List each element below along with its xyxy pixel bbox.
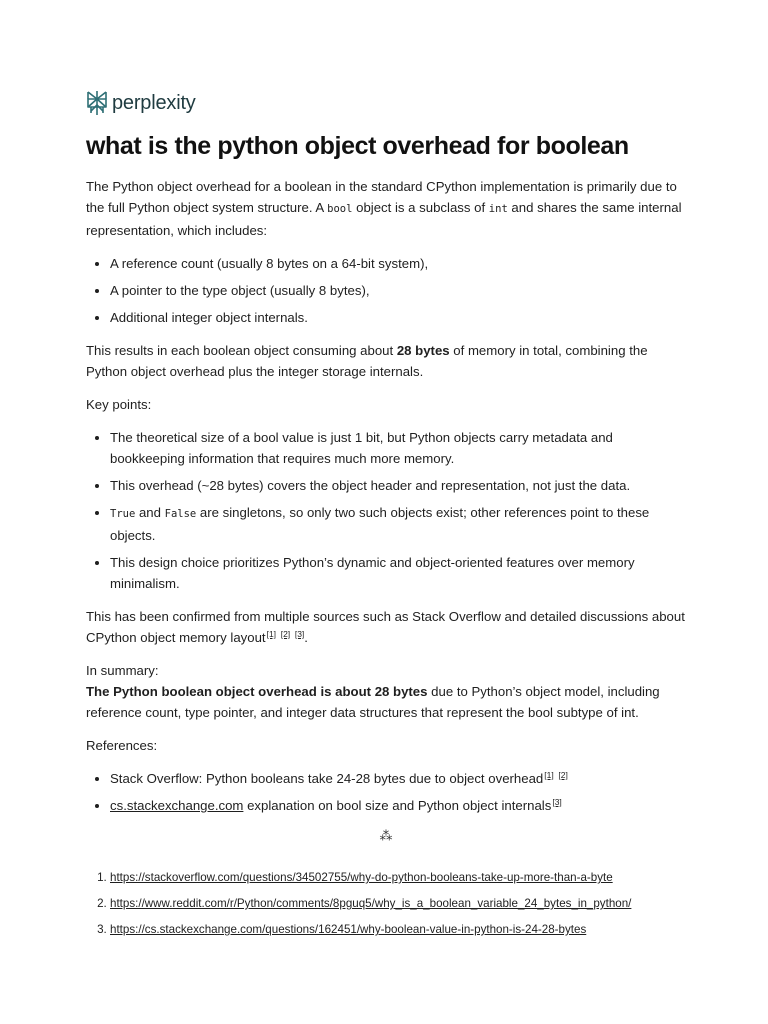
result-text-2: of memory in total, combining the Python object overhead plus the integer storage internals. xyxy=(86,343,648,379)
citation-link-1[interactable]: [1] xyxy=(266,629,277,639)
result-bold: 28 bytes xyxy=(396,343,450,358)
references-list xyxy=(86,768,686,816)
brand-name: perplexity xyxy=(112,91,196,114)
code-true: True xyxy=(110,508,136,520)
brand-header xyxy=(86,86,686,120)
list-item-text: and xyxy=(135,505,165,520)
references-label: References: xyxy=(86,738,158,753)
summary-label: In summary: xyxy=(86,663,159,678)
code-bool: bool xyxy=(327,203,353,215)
summary-paragraph xyxy=(86,681,686,723)
confirmed-paragraph xyxy=(86,606,686,648)
list-item: • The theoretical size of a bool value is just 1 bit, but Python objects carry metadata and bookkeeping information that requires much more memory. xyxy=(110,427,686,469)
citation-link-3[interactable]: [3] xyxy=(294,629,305,639)
list-item xyxy=(110,795,686,816)
citation-link-3[interactable]: [3] xyxy=(552,797,562,807)
source-item xyxy=(110,920,686,939)
result-paragraph xyxy=(86,340,686,382)
list-item: • A pointer to the type object (usually 8 bytes), xyxy=(110,280,686,301)
code-int: int xyxy=(488,203,508,215)
summary-bold: The Python boolean object overhead is about 28 bytes xyxy=(86,684,428,699)
key-points-list xyxy=(86,427,686,594)
key-points-label: Key points: xyxy=(86,397,152,412)
list-item: • Additional integer object internals. xyxy=(110,307,686,328)
list-item: • A reference count (usually 8 bytes on a 64-bit system), xyxy=(110,253,686,274)
source-item xyxy=(110,868,686,887)
cs-stackexchange-link[interactable]: cs.stackexchange.com xyxy=(110,798,244,813)
list-item-text: are singletons, so only two such objects exist; other references point to these objects. xyxy=(110,505,650,543)
list-item: • This overhead (~28 bytes) covers the object header and representation, not just the data. xyxy=(110,475,686,496)
code-false: False xyxy=(164,508,197,520)
intro-text-3: and shares the same internal representation, which includes: xyxy=(86,200,682,238)
source-link-3[interactable]: https://cs.stackexchange.com/questions/162451/why-boolean-value-in-python-is-24-28-bytes xyxy=(110,923,587,936)
confirmed-end: . xyxy=(304,630,308,645)
sources-list xyxy=(86,868,686,939)
citation-link-1[interactable]: [1] xyxy=(544,770,554,780)
result-text-1: This results in each boolean object consuming about xyxy=(86,343,397,358)
citation-link-2[interactable]: [2] xyxy=(558,770,568,780)
citation-link-2[interactable]: [2] xyxy=(280,629,291,639)
page-title: what is the python object overhead for boolean xyxy=(86,132,629,160)
document xyxy=(86,86,686,946)
perplexity-logo-icon xyxy=(86,90,108,116)
reference-text: explanation on bool size and Python object internals xyxy=(243,798,552,813)
list-item: • This design choice prioritizes Python’s dynamic and object-oriented features over memory minimalism. xyxy=(110,552,686,594)
list-item xyxy=(110,768,686,789)
source-link-2[interactable]: https://www.reddit.com/r/Python/comments/8pguq5/why_is_a_boolean_variable_24_bytes_in_python/ xyxy=(110,897,632,910)
reference-text: Stack Overflow: Python booleans take 24-28 bytes due to object overhead xyxy=(110,771,544,786)
includes-list xyxy=(86,253,686,328)
intro-text-2: object is a subclass of xyxy=(352,200,489,215)
intro-text-1: The Python object overhead for a boolean in the standard CPython implementation is primarily due to the full Python object system structure. A xyxy=(86,179,677,215)
confirmed-text: This has been confirmed from multiple sources such as Stack Overflow and detailed discussions about CPython object memory layout xyxy=(86,609,685,645)
source-item xyxy=(110,894,686,913)
list-item xyxy=(110,502,686,546)
intro-paragraph xyxy=(86,176,686,241)
source-link-1[interactable]: https://stackoverflow.com/questions/34502755/why-do-python-booleans-take-up-more-than-a-byte xyxy=(110,871,613,884)
section-separator: ⁂ xyxy=(379,828,393,843)
summary-text: due to Python’s object model, including reference count, type pointer, and integer data structures that represent the bool subtype of int. xyxy=(86,684,660,720)
